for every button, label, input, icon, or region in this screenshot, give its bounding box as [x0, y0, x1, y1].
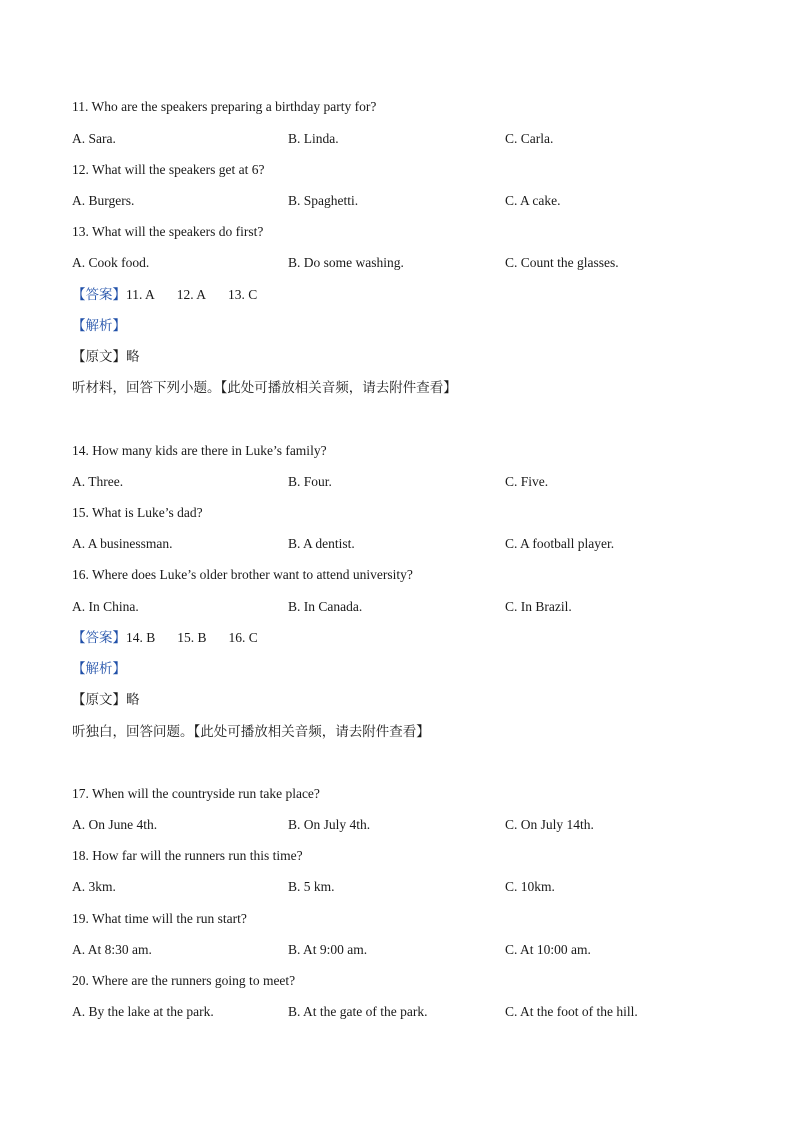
- question-18-option-b: B. 5 km.: [288, 879, 335, 894]
- question-11-option-b: B. Linda.: [288, 131, 339, 146]
- answer-item: 16. C: [228, 630, 258, 645]
- question-14: 14. How many kids are there in Luke’s family?: [72, 443, 327, 458]
- question-13: 13. What will the speakers do first?: [72, 224, 264, 239]
- question-14-option-c: C. Five.: [505, 474, 549, 489]
- question-14-option-a: A. Three.: [72, 474, 124, 489]
- question-20-option-c: C. At the foot of the hill.: [505, 1004, 638, 1019]
- question-13-option-a: A. Cook food.: [72, 255, 150, 270]
- question-12-option-c: C. A cake.: [505, 193, 561, 208]
- question-18-option-c: C. 10km.: [505, 879, 555, 894]
- question-16: 16. Where does Luke’s older brother want to attend university?: [72, 567, 413, 582]
- answer-item: 15. B: [177, 630, 207, 645]
- question-16-option-b: B. In Canada.: [288, 599, 363, 614]
- question-11-option-a: A. Sara.: [72, 131, 116, 146]
- listening-instruction: 听独白，回答问题。【此处可播放相关音频，请去附件查看】: [72, 724, 430, 740]
- answer-label: 【答案】: [72, 630, 126, 646]
- question-17-option-c: C. On July 14th.: [505, 817, 594, 832]
- question-15: 15. What is Luke’s dad?: [72, 505, 203, 520]
- question-12: 12. What will the speakers get at 6?: [72, 162, 265, 177]
- question-17: 17. When will the countryside run take place?: [72, 786, 320, 801]
- answer-item: 11. A: [126, 287, 155, 302]
- original-text-line: [72, 691, 140, 709]
- question-15-option-b: B. A dentist.: [288, 536, 355, 551]
- original-text-line: [72, 348, 140, 366]
- question-13-option-b: B. Do some washing.: [288, 255, 404, 270]
- question-15-option-c: C. A football player.: [505, 536, 615, 551]
- question-20-option-b: B. At the gate of the park.: [288, 1004, 428, 1019]
- question-11: 11. Who are the speakers preparing a birthday party for?: [72, 99, 377, 114]
- question-13-option-c: C. Count the glasses.: [505, 255, 619, 270]
- original-text: 略: [126, 349, 140, 365]
- question-19-option-a: A. At 8:30 am.: [72, 942, 152, 957]
- question-18-option-a: A. 3km.: [72, 879, 116, 894]
- original-label: 【原文】: [72, 349, 126, 365]
- question-19-option-c: C. At 10:00 am.: [505, 942, 591, 957]
- analysis-label: 【解析】: [72, 661, 126, 677]
- listening-instruction: 听材料，回答下列小题。【此处可播放相关音频，请去附件查看】: [72, 380, 457, 396]
- question-16-option-a: A. In China.: [72, 599, 139, 614]
- answer-label: 【答案】: [72, 287, 126, 303]
- question-12-option-a: A. Burgers.: [72, 193, 135, 208]
- answer-line-2: [72, 629, 280, 647]
- question-20-option-a: A. By the lake at the park.: [72, 1004, 214, 1019]
- original-text: 略: [126, 692, 140, 708]
- question-18: 18. How far will the runners run this time?: [72, 848, 303, 863]
- question-14-option-b: B. Four.: [288, 474, 332, 489]
- question-17-option-b: B. On July 4th.: [288, 817, 371, 832]
- question-19: 19. What time will the run start?: [72, 911, 247, 926]
- answer-item: 13. C: [228, 287, 258, 302]
- question-12-option-b: B. Spaghetti.: [288, 193, 359, 208]
- question-20: 20. Where are the runners going to meet?: [72, 973, 296, 988]
- answer-item: 12. A: [176, 287, 207, 302]
- question-16-option-c: C. In Brazil.: [505, 599, 572, 614]
- question-15-option-a: A. A businessman.: [72, 536, 173, 551]
- question-11-option-c: C. Carla.: [505, 131, 554, 146]
- question-19-option-b: B. At 9:00 am.: [288, 942, 368, 957]
- answer-line-1: [72, 286, 279, 304]
- analysis-label: 【解析】: [72, 318, 126, 334]
- question-17-option-a: A. On June 4th.: [72, 817, 158, 832]
- original-label: 【原文】: [72, 692, 126, 708]
- answer-item: 14. B: [126, 630, 156, 645]
